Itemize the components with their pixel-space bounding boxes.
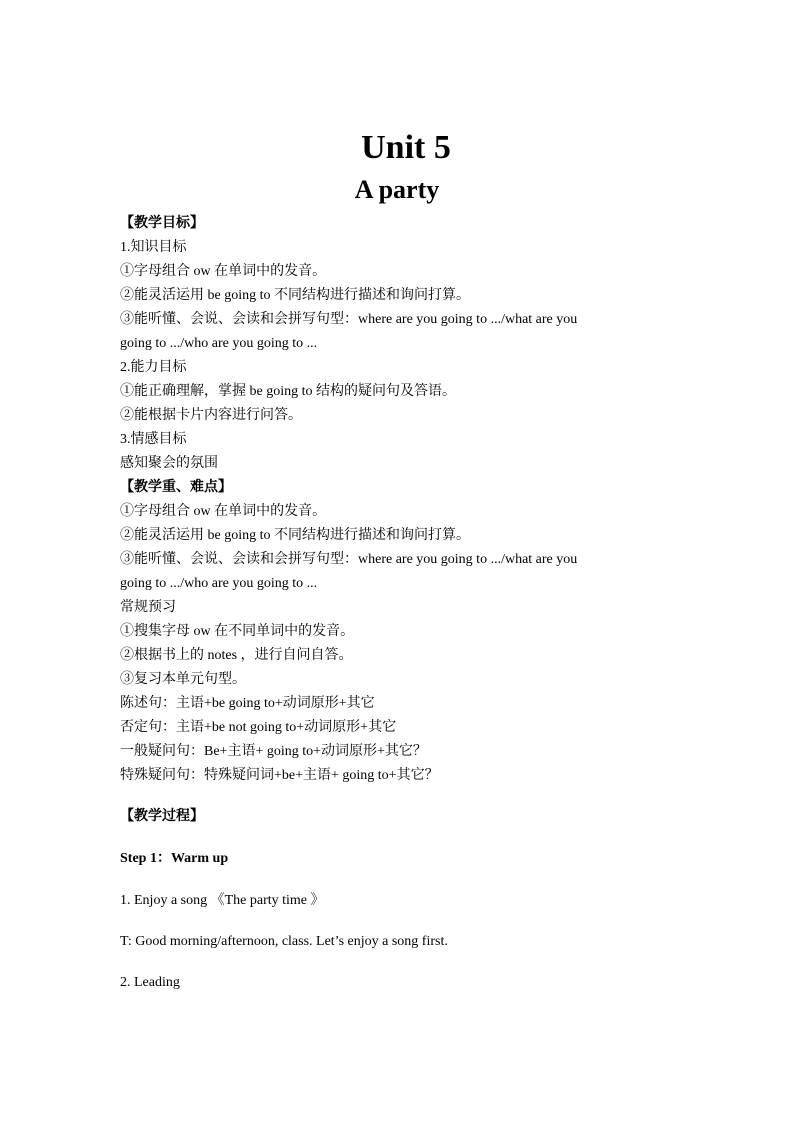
teacher-line: T: Good morning/afternoon, class. Let’s enjoy a song first. [120,934,448,949]
ability-item: ②能根据卡片内容进行问答。 [120,408,302,423]
key-point-item: ①字母组合 ow 在单词中的发音。 [120,504,327,519]
emotion-text: 感知聚会的氛围 [120,456,218,471]
page-subtitle: A party [354,175,440,204]
process-heading: 【教学过程】 [120,809,204,824]
objectives-heading: 【教学目标】 [120,216,204,231]
knowledge-item: ①字母组合 ow 在单词中的发音。 [120,264,327,279]
preview-item: ②根据书上的 notes ，进行自问自答。 [120,648,353,663]
page-title: Unit 5 [361,129,451,166]
knowledge-item-continued: going to .../who are you going to ... [120,336,318,351]
emotion-heading: 3.情感目标 [120,432,187,447]
sentence-pattern: 陈述句：主语+be going to+动词原形+其它 [120,696,375,711]
preview-item: ①搜集字母 ow 在不同单词中的发音。 [120,624,355,639]
knowledge-item: ③能听懂、会说、会读和会拼写句型：where are you going to .../what are you [120,312,578,327]
preview-heading: 常规预习 [120,600,176,615]
preview-item: ③复习本单元句型。 [120,672,246,687]
sentence-pattern: 特殊疑问句：特殊疑问词+be+主语+ going to+其它？ [120,768,439,783]
knowledge-item: ②能灵活运用 be going to 不同结构进行描述和询问打算。 [120,288,470,303]
ability-heading: 2.能力目标 [120,360,187,375]
sentence-pattern: 一般疑问句：Be+主语+ going to+动词原形+其它？ [120,744,427,759]
key-point-item: ③能听懂、会说、会读和会拼写句型：where are you going to .../what are you [120,552,578,567]
step-heading: Step 1：Warm up [120,851,229,866]
process-item: 2. Leading [120,975,180,990]
process-item: 1. Enjoy a song 《The party time 》 [120,893,325,908]
ability-item: ①能正确理解，掌握 be going to 结构的疑问句及答语。 [120,384,456,399]
knowledge-heading: 1.知识目标 [120,240,187,255]
sentence-pattern: 否定句：主语+be not going to+动词原形+其它 [120,720,397,735]
key-point-item-continued: going to .../who are you going to ... [120,576,318,591]
key-points-heading: 【教学重、难点】 [120,480,232,495]
document-body [120,212,650,995]
key-point-item: ②能灵活运用 be going to 不同结构进行描述和询问打算。 [120,528,470,543]
